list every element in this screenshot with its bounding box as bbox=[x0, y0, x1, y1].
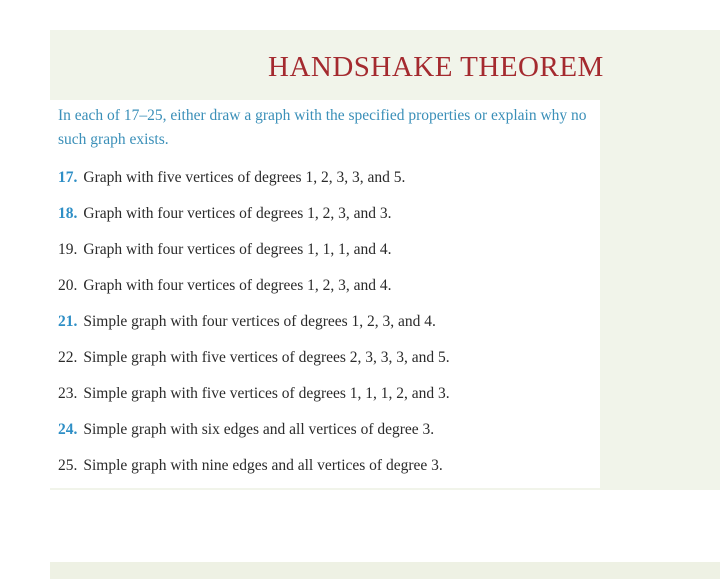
exercise-list bbox=[58, 164, 450, 488]
exercise-number: 18. bbox=[58, 205, 78, 222]
exercise-number: 23. bbox=[58, 385, 78, 402]
exercise-number: 22. bbox=[58, 349, 78, 366]
exercise-number: 17. bbox=[58, 169, 78, 186]
exercise-number: 24. bbox=[58, 421, 78, 438]
exercise-item bbox=[58, 272, 450, 308]
exercise-number: 25. bbox=[58, 457, 78, 474]
exercise-item bbox=[58, 236, 450, 272]
exercise-text: Simple graph with nine edges and all vertices of degree 3. bbox=[83, 457, 443, 474]
exercise-number: 21. bbox=[58, 313, 78, 330]
exercise-text: Graph with four vertices of degrees 1, 1, 1, and 4. bbox=[83, 241, 392, 258]
exercise-item bbox=[58, 308, 450, 344]
exercise-number: 19. bbox=[58, 241, 78, 258]
exercise-text: Graph with four vertices of degrees 1, 2, 3, and 4. bbox=[83, 277, 392, 294]
exercise-text: Graph with five vertices of degrees 1, 2, 3, 3, and 5. bbox=[83, 169, 406, 186]
exercise-item bbox=[58, 164, 450, 200]
exercise-item bbox=[58, 200, 450, 236]
exercise-item bbox=[58, 380, 450, 416]
exercise-text: Simple graph with four vertices of degrees 1, 2, 3, and 4. bbox=[83, 313, 436, 330]
exercise-text: Graph with four vertices of degrees 1, 2, 3, and 3. bbox=[83, 205, 392, 222]
exercise-text: Simple graph with five vertices of degrees 1, 1, 1, 2, and 3. bbox=[83, 385, 450, 402]
next-slide-edge bbox=[50, 562, 720, 579]
slide-title: HANDSHAKE THEOREM bbox=[268, 51, 604, 83]
exercise-item bbox=[58, 452, 450, 488]
exercise-text: Simple graph with six edges and all vertices of degree 3. bbox=[83, 421, 435, 438]
exercise-text: Simple graph with five vertices of degrees 2, 3, 3, 3, and 5. bbox=[83, 349, 450, 366]
exercise-instructions: In each of 17–25, either draw a graph with the specified properties or explain why no such graph exists. bbox=[58, 107, 587, 148]
exercise-item bbox=[58, 344, 450, 380]
exercise-item bbox=[58, 416, 450, 452]
exercise-number: 20. bbox=[58, 277, 78, 294]
